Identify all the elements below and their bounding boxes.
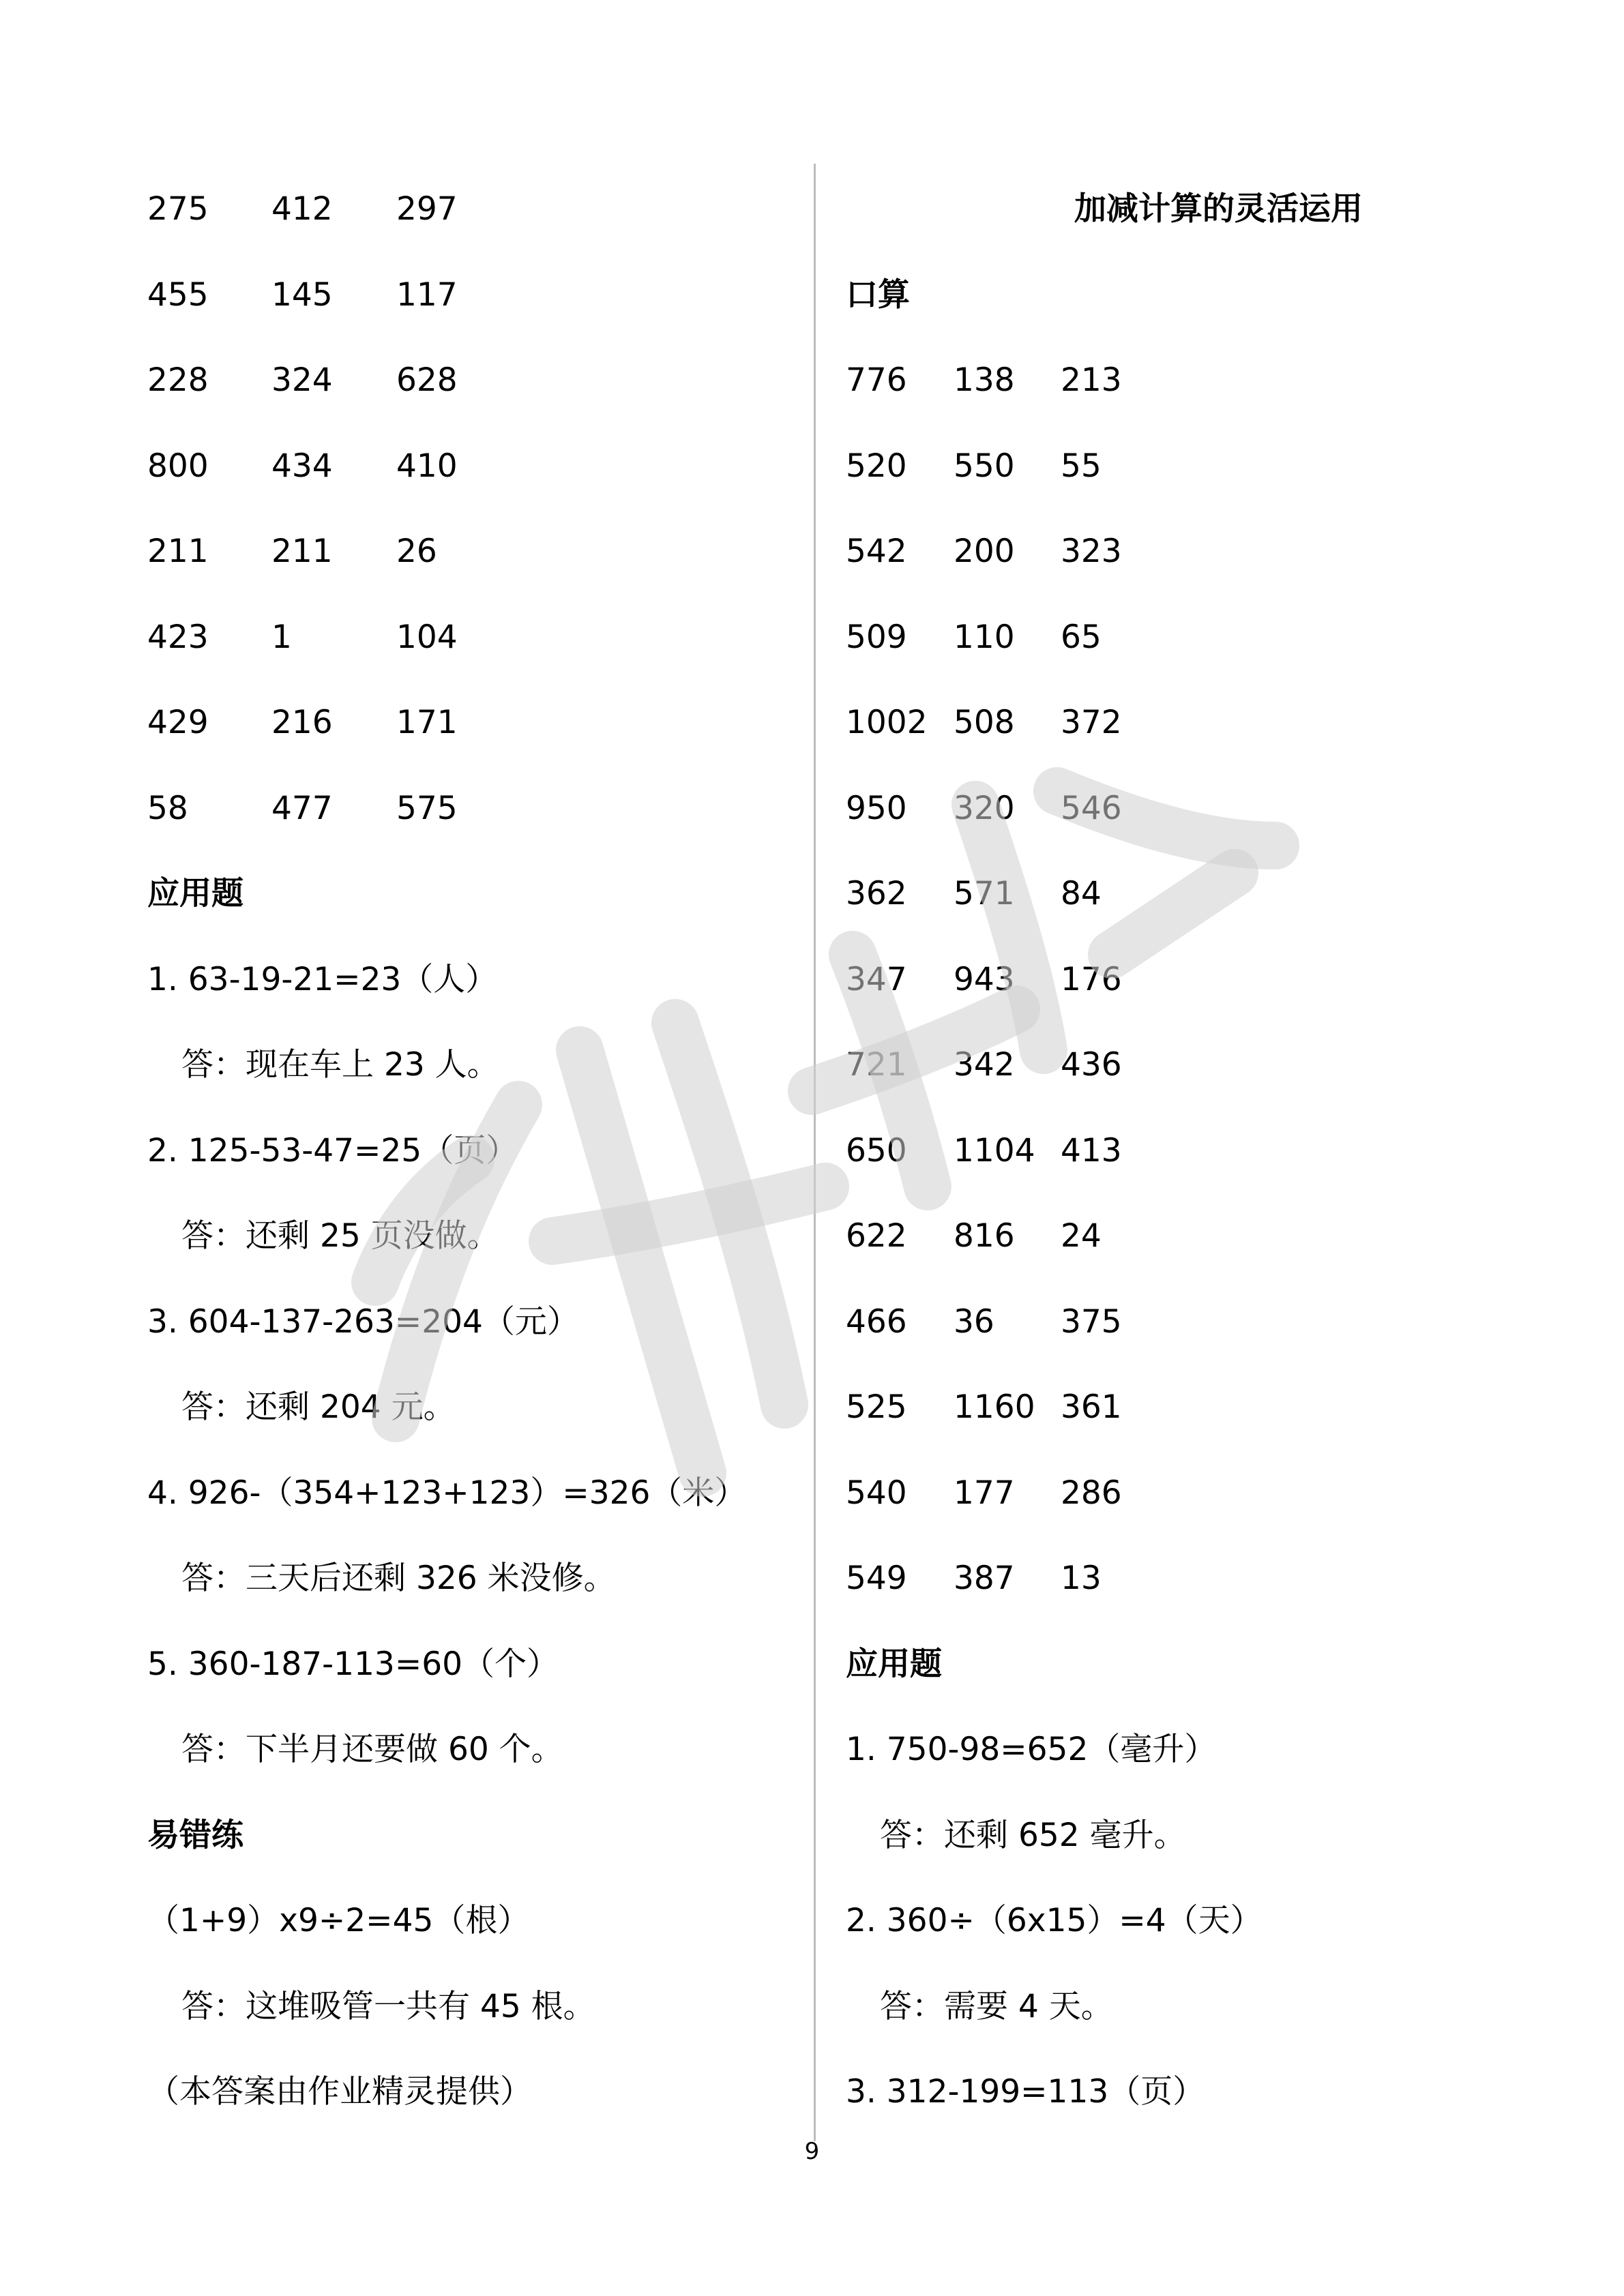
answer-number: 275	[147, 190, 209, 228]
answer-number: 320	[954, 789, 1015, 827]
answer-number: 372	[1061, 704, 1122, 741]
problem-answer: 答：这堆吸管一共有 45 根。	[181, 1987, 595, 2025]
answer-number: 177	[954, 1474, 1015, 1512]
answer-number: 434	[271, 447, 333, 485]
column-divider	[814, 164, 816, 2141]
answer-number: 575	[396, 789, 458, 827]
page-number: 9	[804, 2138, 820, 2165]
answer-number: 84	[1061, 875, 1102, 912]
answer-number: 176	[1061, 960, 1122, 998]
answer-number: 525	[846, 1388, 907, 1426]
answer-number: 1104	[954, 1131, 1035, 1169]
problem-equation: 3. 604-137-263=204（元）	[147, 1302, 579, 1341]
answer-number: 211	[271, 533, 333, 570]
answer-number: 362	[846, 875, 907, 912]
problem-answer: 答：还剩 652 毫升。	[880, 1816, 1186, 1854]
answer-number: 413	[1061, 1131, 1122, 1169]
section-heading-oral-calculation: 口算	[846, 275, 910, 314]
answer-number: 950	[846, 789, 907, 827]
answer-number: 13	[1061, 1560, 1102, 1597]
answer-number: 171	[396, 704, 458, 741]
answer-number: 477	[271, 789, 333, 827]
answer-number: 228	[147, 361, 209, 399]
answer-number: 1160	[954, 1388, 1035, 1426]
answer-number: 540	[846, 1474, 907, 1512]
answer-number: 721	[846, 1046, 907, 1084]
section-heading-common-errors: 易错练	[147, 1816, 243, 1854]
answer-number: 622	[846, 1217, 907, 1255]
problem-answer: 答：还剩 25 页没做。	[181, 1217, 499, 1255]
answer-number: 36	[954, 1302, 994, 1341]
problem-equation: 1. 63-19-21=23（人）	[147, 960, 498, 998]
problem-answer: 答：还剩 204 元。	[181, 1388, 456, 1426]
answer-number: 117	[396, 275, 458, 314]
problem-equation: 3. 312-199=113（页）	[846, 2073, 1205, 2111]
answer-number: 342	[954, 1046, 1015, 1084]
answer-number: 571	[954, 875, 1015, 912]
answer-number: 387	[954, 1560, 1015, 1597]
answer-number: 213	[1061, 361, 1122, 399]
answer-number: 24	[1061, 1217, 1102, 1255]
problem-equation: （1+9）x9÷2=45（根）	[147, 1902, 530, 1939]
answer-number: 650	[846, 1131, 907, 1169]
section-title: 加减计算的灵活运用	[1074, 190, 1363, 228]
answer-number: 200	[954, 533, 1015, 570]
problem-answer: 答：下半月还要做 60 个。	[181, 1731, 563, 1768]
answer-number: 58	[147, 789, 188, 827]
answer-number: 1002	[846, 704, 928, 741]
answer-number: 455	[147, 275, 209, 314]
problem-answer: 答：现在车上 23 人。	[181, 1046, 499, 1084]
answer-number: 549	[846, 1560, 907, 1597]
answer-number: 286	[1061, 1474, 1122, 1512]
answer-number: 412	[271, 190, 333, 228]
problem-equation: 2. 360÷（6x15）=4（天）	[846, 1902, 1263, 1939]
answer-number: 800	[147, 447, 209, 485]
answer-number: 104	[396, 618, 458, 656]
answer-number: 776	[846, 361, 907, 399]
answer-number: 26	[396, 533, 437, 570]
section-heading-applications: 应用题	[147, 875, 243, 912]
answer-number: 816	[954, 1217, 1015, 1255]
answer-number: 429	[147, 704, 209, 741]
answer-number: 65	[1061, 618, 1102, 656]
problem-equation: 5. 360-187-113=60（个）	[147, 1645, 559, 1683]
problem-equation: 4. 926-（354+123+123）=326（米）	[147, 1474, 747, 1512]
answer-number: 436	[1061, 1046, 1122, 1084]
answer-number: 628	[396, 361, 458, 399]
answer-number: 509	[846, 618, 907, 656]
answer-number: 410	[396, 447, 458, 485]
answer-number: 466	[846, 1302, 907, 1341]
answer-number: 542	[846, 533, 907, 570]
answer-number: 943	[954, 960, 1015, 998]
section-heading-applications: 应用题	[846, 1645, 942, 1683]
answer-number: 508	[954, 704, 1015, 741]
answer-number: 145	[271, 275, 333, 314]
answer-number: 138	[954, 361, 1015, 399]
answer-number: 297	[396, 190, 458, 228]
answer-number: 520	[846, 447, 907, 485]
answer-credit: （本答案由作业精灵提供）	[147, 2073, 532, 2111]
answer-number: 211	[147, 533, 209, 570]
answer-number: 375	[1061, 1302, 1122, 1341]
answer-number: 323	[1061, 533, 1122, 570]
problem-answer: 答：需要 4 天。	[880, 1987, 1113, 2025]
answer-number: 216	[271, 704, 333, 741]
answer-number: 324	[271, 361, 333, 399]
answer-number: 110	[954, 618, 1015, 656]
answer-number: 347	[846, 960, 907, 998]
answer-number: 1	[271, 618, 292, 656]
problem-equation: 1. 750-98=652（毫升）	[846, 1731, 1217, 1768]
answer-number: 361	[1061, 1388, 1122, 1426]
answer-number: 546	[1061, 789, 1122, 827]
problem-equation: 2. 125-53-47=25（页）	[147, 1131, 518, 1169]
answer-number: 423	[147, 618, 209, 656]
answer-number: 550	[954, 447, 1015, 485]
problem-answer: 答：三天后还剩 326 米没修。	[181, 1560, 616, 1597]
answer-number: 55	[1061, 447, 1102, 485]
